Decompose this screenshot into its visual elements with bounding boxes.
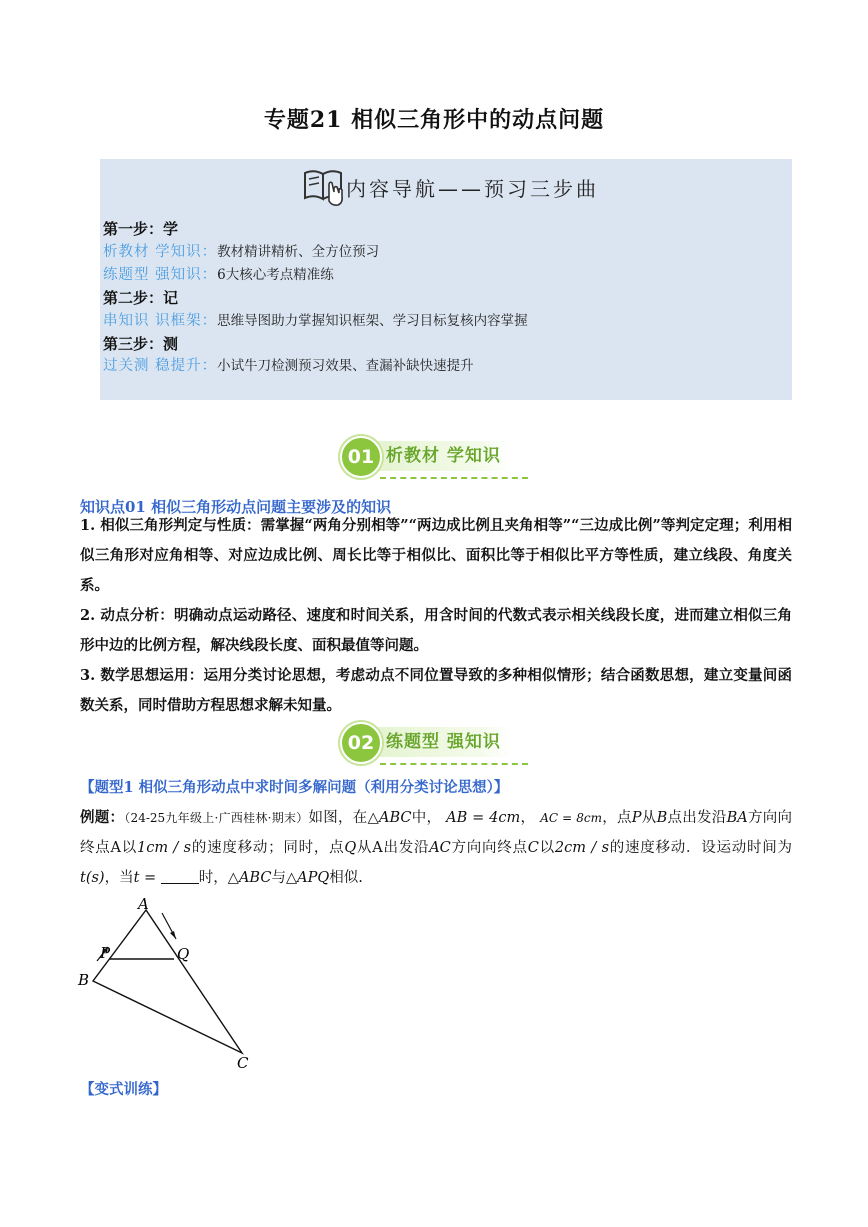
math-triangle-abc: △ABC: [367, 810, 412, 826]
question-type-1-heading: 【题型1 相似三角形动点中求时间多解问题（利用分类讨论思想）】: [80, 779, 509, 796]
triangle-figure: [70, 895, 270, 1075]
section-badge-1: [340, 435, 528, 479]
example-text: ，: [520, 810, 536, 826]
nav-row-1-label: 析教材 学知识：: [103, 244, 218, 260]
knowledge-point-heading: 知识点01 相似三角形动点问题主要涉及的知识: [80, 498, 392, 516]
section-badge-2: [340, 721, 528, 765]
example-text: 的速度移动．设运动时间为: [609, 840, 793, 856]
math-time-variable: t(s): [80, 870, 105, 886]
math-speed-p: 1cm / s: [136, 840, 192, 856]
section-2-label: 练题型 强知识: [368, 727, 511, 757]
nav-row-2-desc: 6大核心考点精准练: [217, 267, 334, 283]
example-text: 以: [538, 840, 555, 856]
nav-row-4-label: 过关测 稳提升：: [103, 358, 218, 374]
navigation-header-text: 内容导航——预习三步曲: [346, 177, 599, 201]
example-text: ，当: [104, 870, 134, 886]
section-1-label: 析教材 学知识: [368, 441, 511, 471]
example-text: 方向向终点: [450, 840, 528, 856]
step1-label: 第一步：学: [103, 220, 179, 238]
math-point-q: Q: [344, 840, 357, 856]
knowledge-point-2: 2. 动点分析：明确动点运动路径、速度和时间关系，用含时间的代数式表示相关线段长度，进而建立相似三角形中边的比例方程，解决线段长度、面积最值等问题。: [80, 607, 792, 654]
nav-row-2: [103, 264, 334, 286]
example-text: 时，: [198, 870, 228, 886]
section-1-underline: [380, 477, 528, 479]
point-label-q: Q: [177, 945, 190, 963]
math-ab-length: AB = 4cm: [446, 810, 521, 826]
step1-row: [103, 218, 178, 241]
example-text: 的速度移动；同时，点: [191, 840, 345, 856]
math-ac-length: AC = 8cm: [540, 811, 602, 825]
example-text: 中，: [411, 810, 442, 826]
motion-arrow-q-head: [170, 931, 176, 939]
variant-training-heading: 【变式训练】: [80, 1081, 167, 1098]
math-t-equals: t =: [133, 870, 157, 886]
page-title: 专题21 相似三角形中的动点问题: [263, 107, 605, 133]
example-problem: [80, 803, 792, 893]
example-text: ，点: [601, 810, 632, 826]
nav-row-3-desc: 思维导图助力掌握知识框架、学习目标复核内容掌握: [217, 313, 528, 329]
knowledge-point-1: 1. 相似三角形判定与性质：需掌握“两角分别相等”“两边成比例且夹角相等”“三边成比例”等判定定理；利用相似三角形对应角相等、对应边成比例、周长比等于相似比、面积比等于相似比平方等性质，建立线段、角度关系。: [80, 517, 792, 594]
math-point-p: P: [631, 810, 642, 826]
example-text: 点出发沿: [667, 810, 727, 826]
point-label-p: P: [100, 944, 111, 962]
nav-row-2-label: 练题型 强知识：: [103, 267, 218, 283]
section-1-number: 01: [340, 436, 382, 478]
nav-row-4: [103, 355, 474, 377]
math-segment-ac: AC: [429, 840, 451, 856]
math-segment-ba: BA: [726, 810, 748, 826]
book-hand-icon: [302, 165, 346, 207]
example-text: 与: [271, 870, 286, 886]
math-triangle-abc: △ABC: [227, 870, 272, 886]
vertex-label-c: C: [237, 1054, 249, 1072]
math-speed-q: 2cm / s: [554, 840, 610, 856]
example-text: 从A出发沿: [356, 840, 430, 856]
knowledge-point-3: 3. 数学思想运用：运用分类讨论思想，考虑动点不同位置导致的多种相似情形；结合函数思想，建立变量间函数关系，同时借助方程思想求解未知量。: [80, 667, 792, 714]
example-lead: 例题：: [80, 809, 125, 826]
nav-row-4-desc: 小试牛刀检测预习效果、查漏补缺快速提升: [217, 358, 474, 374]
example-text: 方向向终点A以: [80, 810, 792, 856]
nav-row-1: [103, 241, 379, 263]
triangle-abc-outline: [93, 910, 242, 1053]
nav-row-3: [103, 310, 528, 332]
math-point-c: C: [527, 840, 539, 856]
section-2-number: 02: [340, 722, 382, 764]
answer-blank[interactable]: [161, 867, 199, 884]
vertex-label-a: A: [138, 895, 149, 913]
section-2-underline: [380, 763, 528, 765]
step2-label: 第二步：记: [103, 289, 179, 307]
navigation-box: [100, 159, 792, 400]
vertex-label-b: B: [78, 971, 90, 989]
nav-row-3-label: 串知识 识框架：: [103, 313, 218, 329]
step3-label: 第三步：测: [103, 335, 179, 353]
example-text: 如图，在: [308, 810, 368, 826]
math-triangle-apq: △APQ: [285, 870, 330, 886]
step2-row: [103, 287, 178, 310]
navigation-header: [300, 165, 600, 209]
example-text: 相似.: [329, 870, 363, 886]
example-source: （24-25九年级上·广西桂林·期末）: [124, 811, 309, 825]
example-text: 从: [641, 810, 657, 826]
step3-row: [103, 333, 178, 356]
nav-row-1-desc: 教材精讲精析、全方位预习: [217, 244, 380, 260]
math-point-b: B: [656, 810, 668, 826]
